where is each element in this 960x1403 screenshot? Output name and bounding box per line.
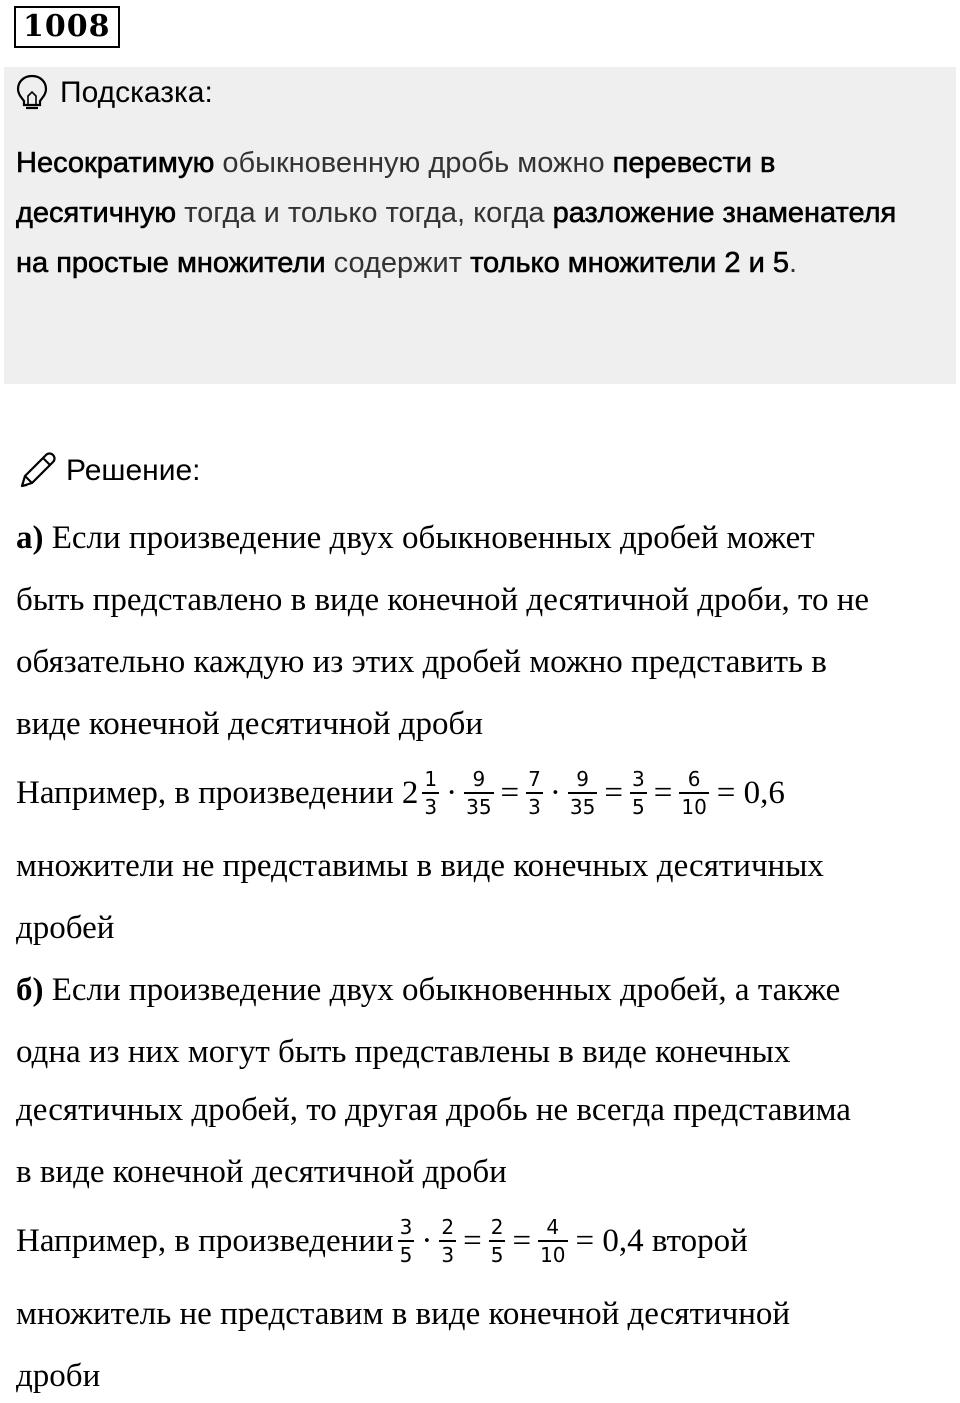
fraction: $\frac{1}{3}$ <box>424 767 438 819</box>
part-b-line-2: одна из них могут быть представлены в виде конечных <box>16 1034 791 1070</box>
hint-segment: тогда и только тогда, когда <box>176 197 553 229</box>
example-prefix: Например, в произведении <box>16 1222 394 1259</box>
hint-segment: . <box>788 247 798 279</box>
fraction: $\frac{9}{35}$ <box>466 767 492 819</box>
part-a-after-1: множители не представимы в виде конечных десятичных <box>16 848 824 884</box>
part-b-text-1: Если произведение двух обыкновенных дробей, а также <box>43 972 841 1008</box>
hint-emphasis: перевести в десятичную <box>16 147 776 229</box>
hint-segment: обыкновенную дробь можно <box>214 147 613 179</box>
pencil-icon <box>16 450 58 492</box>
fraction: $\frac{3}{5}$ <box>399 1215 413 1267</box>
part-b-after-1: множитель не представим в виде конечной десятичной <box>16 1296 791 1332</box>
part-a-line-4: виде конечной десятичной дроби <box>16 706 484 742</box>
example-result: = 0,6 <box>716 774 785 811</box>
fraction: $\frac{2}{5}$ <box>490 1215 504 1267</box>
part-a-line-1 <box>16 520 815 557</box>
part-b-line-4: в виде конечной десятичной дроби <box>16 1154 507 1190</box>
fraction: $\frac{4}{10}$ <box>540 1215 566 1267</box>
fraction: $\frac{9}{35}$ <box>569 767 596 819</box>
fraction: $\frac{2}{3}$ <box>441 1215 455 1267</box>
hint-emphasis: Несократимую <box>16 147 215 179</box>
hint-header <box>16 74 213 112</box>
hint-text <box>16 138 916 288</box>
part-b-line-1 <box>16 972 840 1009</box>
part-a-line-3: обязательно каждую из этих дробей можно представить в <box>16 644 827 680</box>
hint-segment: содержит <box>325 247 471 279</box>
solution-header <box>16 450 200 492</box>
part-b-label: б) <box>16 972 44 1008</box>
solution-title: Решение: <box>66 454 201 487</box>
part-b-after-2: дроби <box>16 1358 101 1394</box>
hint-emphasis: разложение знаменателя на простые множители <box>16 197 897 279</box>
part-a-example: Например, в произведении 2 $\frac{1}{3}$ · $\frac{9}{35}$ = $\frac{7}{3}$ · $\frac{9}{35}$ = $\frac{3}{5}$ = $\frac{6}{10}$ = 0,6 <box>16 767 785 819</box>
fraction: $\frac{7}{3}$ <box>528 767 541 819</box>
lightbulb-icon <box>16 74 48 112</box>
hint-title: Подсказка: <box>60 76 213 109</box>
part-b-example: Например, в произведении $\frac{3}{5}$ · $\frac{2}{3}$ = $\frac{2}{5}$ = $\frac{4}{10}$ = 0,4 второй <box>16 1215 748 1267</box>
part-a-text-1: Если произведение двух обыкновенных дробей может <box>43 520 815 556</box>
part-a-label: а) <box>16 520 44 556</box>
part-b-line-3: десятичных дробей, то другая дробь не всегда представима <box>16 1092 851 1128</box>
task-number: 1008 <box>14 6 120 48</box>
example-result: = 0,4 второй <box>575 1222 748 1259</box>
example-prefix: Например, в произведении 2 <box>16 774 419 811</box>
fraction: $\frac{6}{10}$ <box>681 767 707 819</box>
part-a-after-2: дробей <box>16 910 115 946</box>
fraction: $\frac{3}{5}$ <box>631 767 645 819</box>
part-a-line-2: быть представлено в виде конечной десятичной дроби, то не <box>16 582 870 618</box>
hint-emphasis: только множители 2 и 5 <box>470 247 789 279</box>
